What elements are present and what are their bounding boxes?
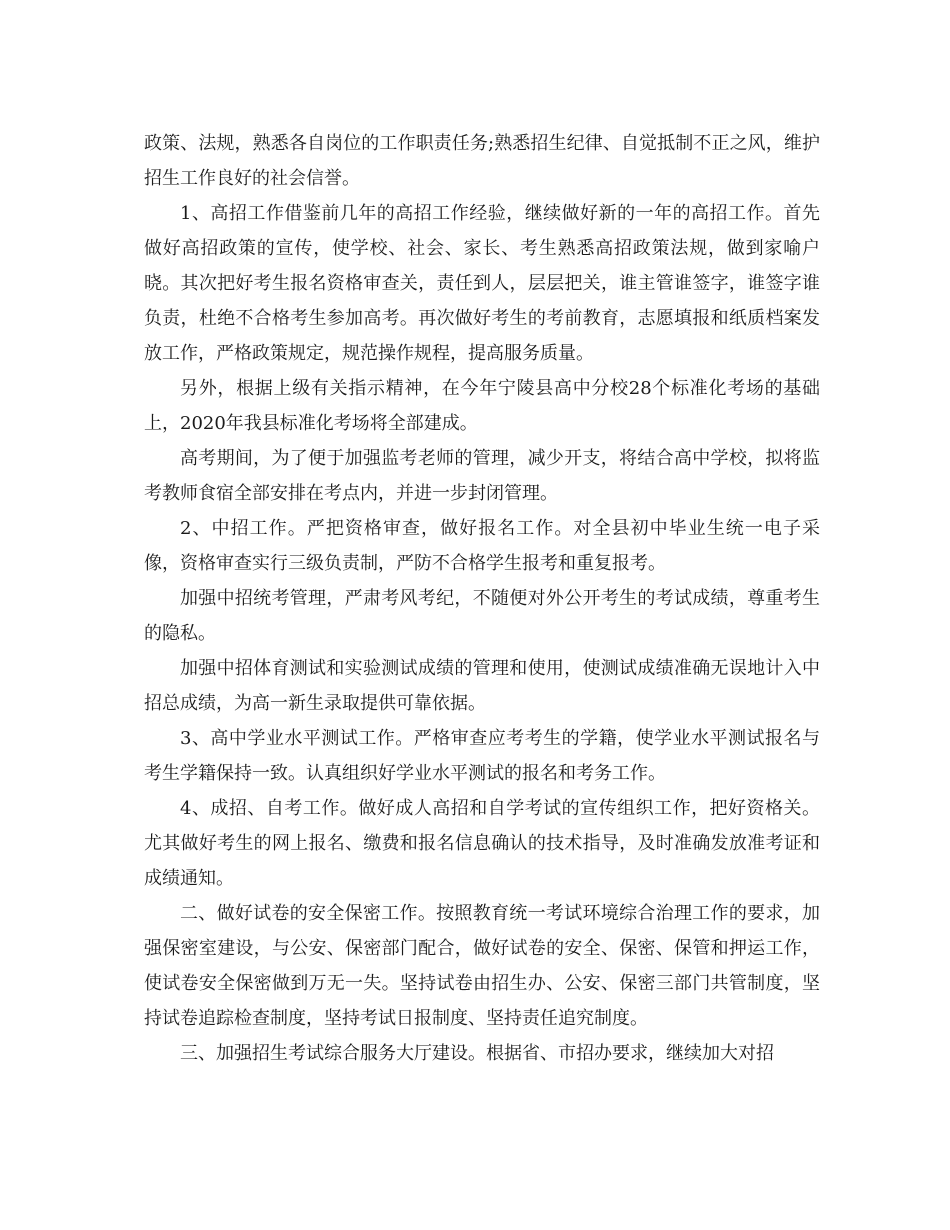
paragraph-exam-period-management: 高考期间，为了便于加强监考老师的管理，减少开支，将结合高中学校，拟将监考教师食宿全部安排在考点内，并进一步封闭管理。 xyxy=(144,448,820,504)
paragraph-service-hall: 三、加强招生考试综合服务大厅建设。根据省、市招办要求，继续加大对招 xyxy=(180,1043,774,1064)
document-body xyxy=(144,126,820,1071)
paragraph-adult-self-study-exam: 4、成招、自考工作。做好成人高招和自学考试的宣传组织工作，把好资格关。尤其做好考生的网上报名、缴费和报名信息确认的技术指导，及时准确发放准考证和成绩通知。 xyxy=(144,798,820,889)
paragraph-pe-lab-scores: 加强中招体育测试和实验测试成绩的管理和使用，使测试成绩准确无误地计入中招总成绩，为高一新生录取提供可靠依据。 xyxy=(144,658,820,714)
paragraph-standard-exam-rooms: 另外，根据上级有关指示精神，在今年宁陵县高中分校28个标准化考场的基础上，2020年我县标准化考场将全部建成。 xyxy=(144,378,820,434)
paragraph-policy-continuation: 政策、法规，熟悉各自岗位的工作职责任务;熟悉招生纪律、自觉抵制不正之风，维护招生工作良好的社会信誉。 xyxy=(144,133,820,189)
paragraph-paper-security: 二、做好试卷的安全保密工作。按照教育统一考试环境综合治理工作的要求，加强保密室建设，与公安、保密部门配合，做好试卷的安全、保密、保管和押运工作，使试卷安全保密做到万无一失。坚持试卷由招生办、公安、保密三部门共管制度，坚持试卷追踪检查制度，坚持考试日报制度、坚持责任追究制度。 xyxy=(144,903,820,1029)
paragraph-zhongzhao-exam-management: 加强中招统考管理，严肃考风考纪，不随便对外公开考生的考试成绩，尊重考生的隐私。 xyxy=(144,588,820,644)
paragraph-academic-level-test: 3、高中学业水平测试工作。严格审查应考考生的学籍，使学业水平测试报名与考生学籍保持一致。认真组织好学业水平测试的报名和考务工作。 xyxy=(144,728,820,784)
paragraph-zhongzhao-work: 2、中招工作。严把资格审查，做好报名工作。对全县初中毕业生统一电子采像，资格审查实行三级负责制，严防不合格学生报考和重复报考。 xyxy=(144,518,820,574)
paragraph-gaozhao-work: 1、高招工作借鉴前几年的高招工作经验，继续做好新的一年的高招工作。首先做好高招政策的宣传，使学校、社会、家长、考生熟悉高招政策法规，做到家喻户晓。其次把好考生报名资格审查关，责任到人，层层把关，谁主管谁签字，谁签字谁负责，杜绝不合格考生参加高考。再次做好考生的考前教育，志愿填报和纸质档案发放工作，严格政策规定，规范操作规程，提高服务质量。 xyxy=(144,203,820,364)
